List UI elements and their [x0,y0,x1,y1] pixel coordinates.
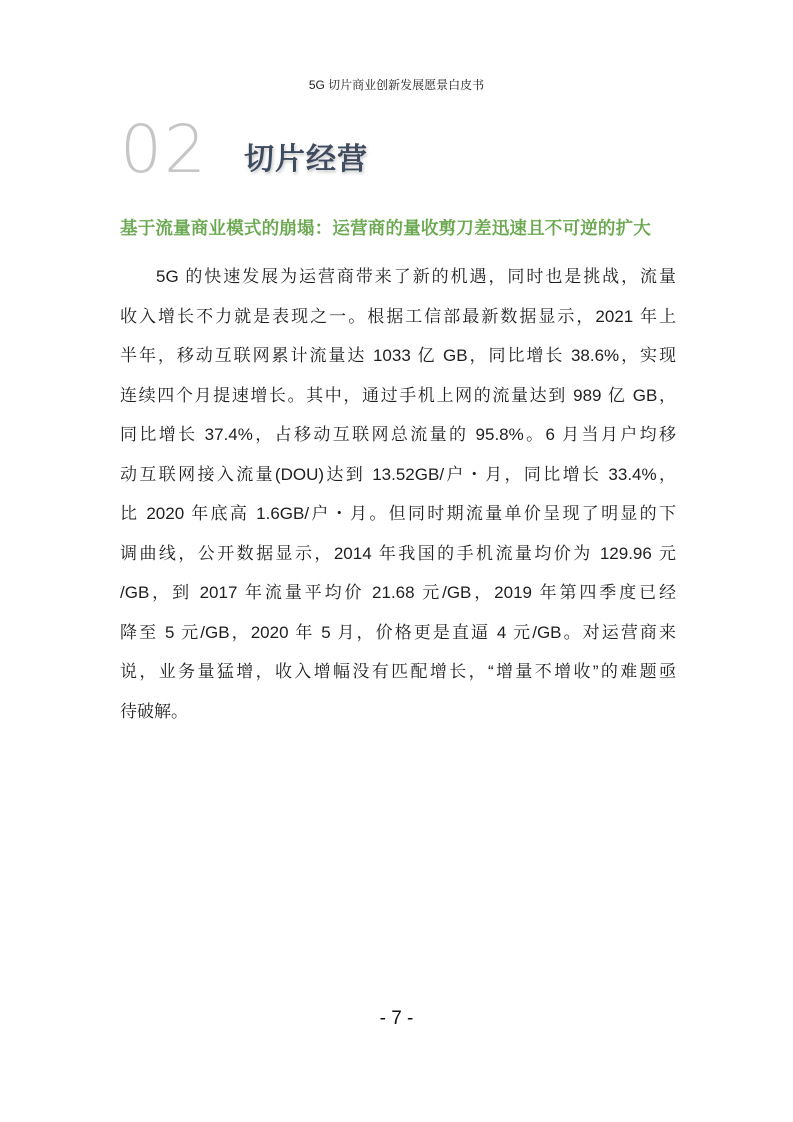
chapter-number: 02 [120,111,208,188]
paragraph-line: 调曲线，公开数据显示，2014 年我国的手机流量均价为 129.96 元 [120,543,676,563]
paragraph-line: 同比增长 37.4%，占移动互联网总流量的 95.8%。6 月当月户均移 [120,425,676,444]
paragraph-line: 动互联网接入流量(DOU)达到 13.52GB/户・月，同比增长 33.4%， [120,464,676,484]
paragraph-line: 5G 的快速发展为运营商带来了新的机遇，同时也是挑战，流量 [156,267,676,286]
body-paragraph [120,262,676,736]
paragraph-line: 半年，移动互联网累计流量达 1033 亿 GB，同比增长 38.6%，实现 [120,346,676,365]
paragraph-line: 比 2020 年底高 1.6GB/户・月。但同时期流量单价呈现了明显的下 [120,504,676,523]
paragraph-line: 连续四个月提速增长。其中，通过手机上网的流量达到 989 亿 GB， [120,385,676,405]
section-heading: 基于流量商业模式的崩塌：运营商的量收剪刀差迅速且不可逆的扩大 [120,218,651,238]
paragraph-line: /GB，到 2017 年流量平均价 21.68 元/GB，2019 年第四季度已经 [120,583,676,602]
paragraph-line: 待破解。 [120,701,188,721]
chapter-title: 切片经营 [243,143,368,176]
page-number: - 7 - [379,1008,414,1029]
paragraph-line: 说，业务量猛增，收入增幅没有匹配增长，“增量不增收”的难题亟 [120,662,676,681]
paragraph-line: 收入增长不力就是表现之一。根据工信部最新数据显示，2021 年上 [120,306,676,326]
paragraph-line: 降至 5 元/GB，2020 年 5 月，价格更是直逼 4 元/GB。对运营商来 [120,622,676,642]
running-header: 5G 切片商业创新发展愿景白皮书 [308,78,485,92]
chapter-heading [120,110,368,190]
